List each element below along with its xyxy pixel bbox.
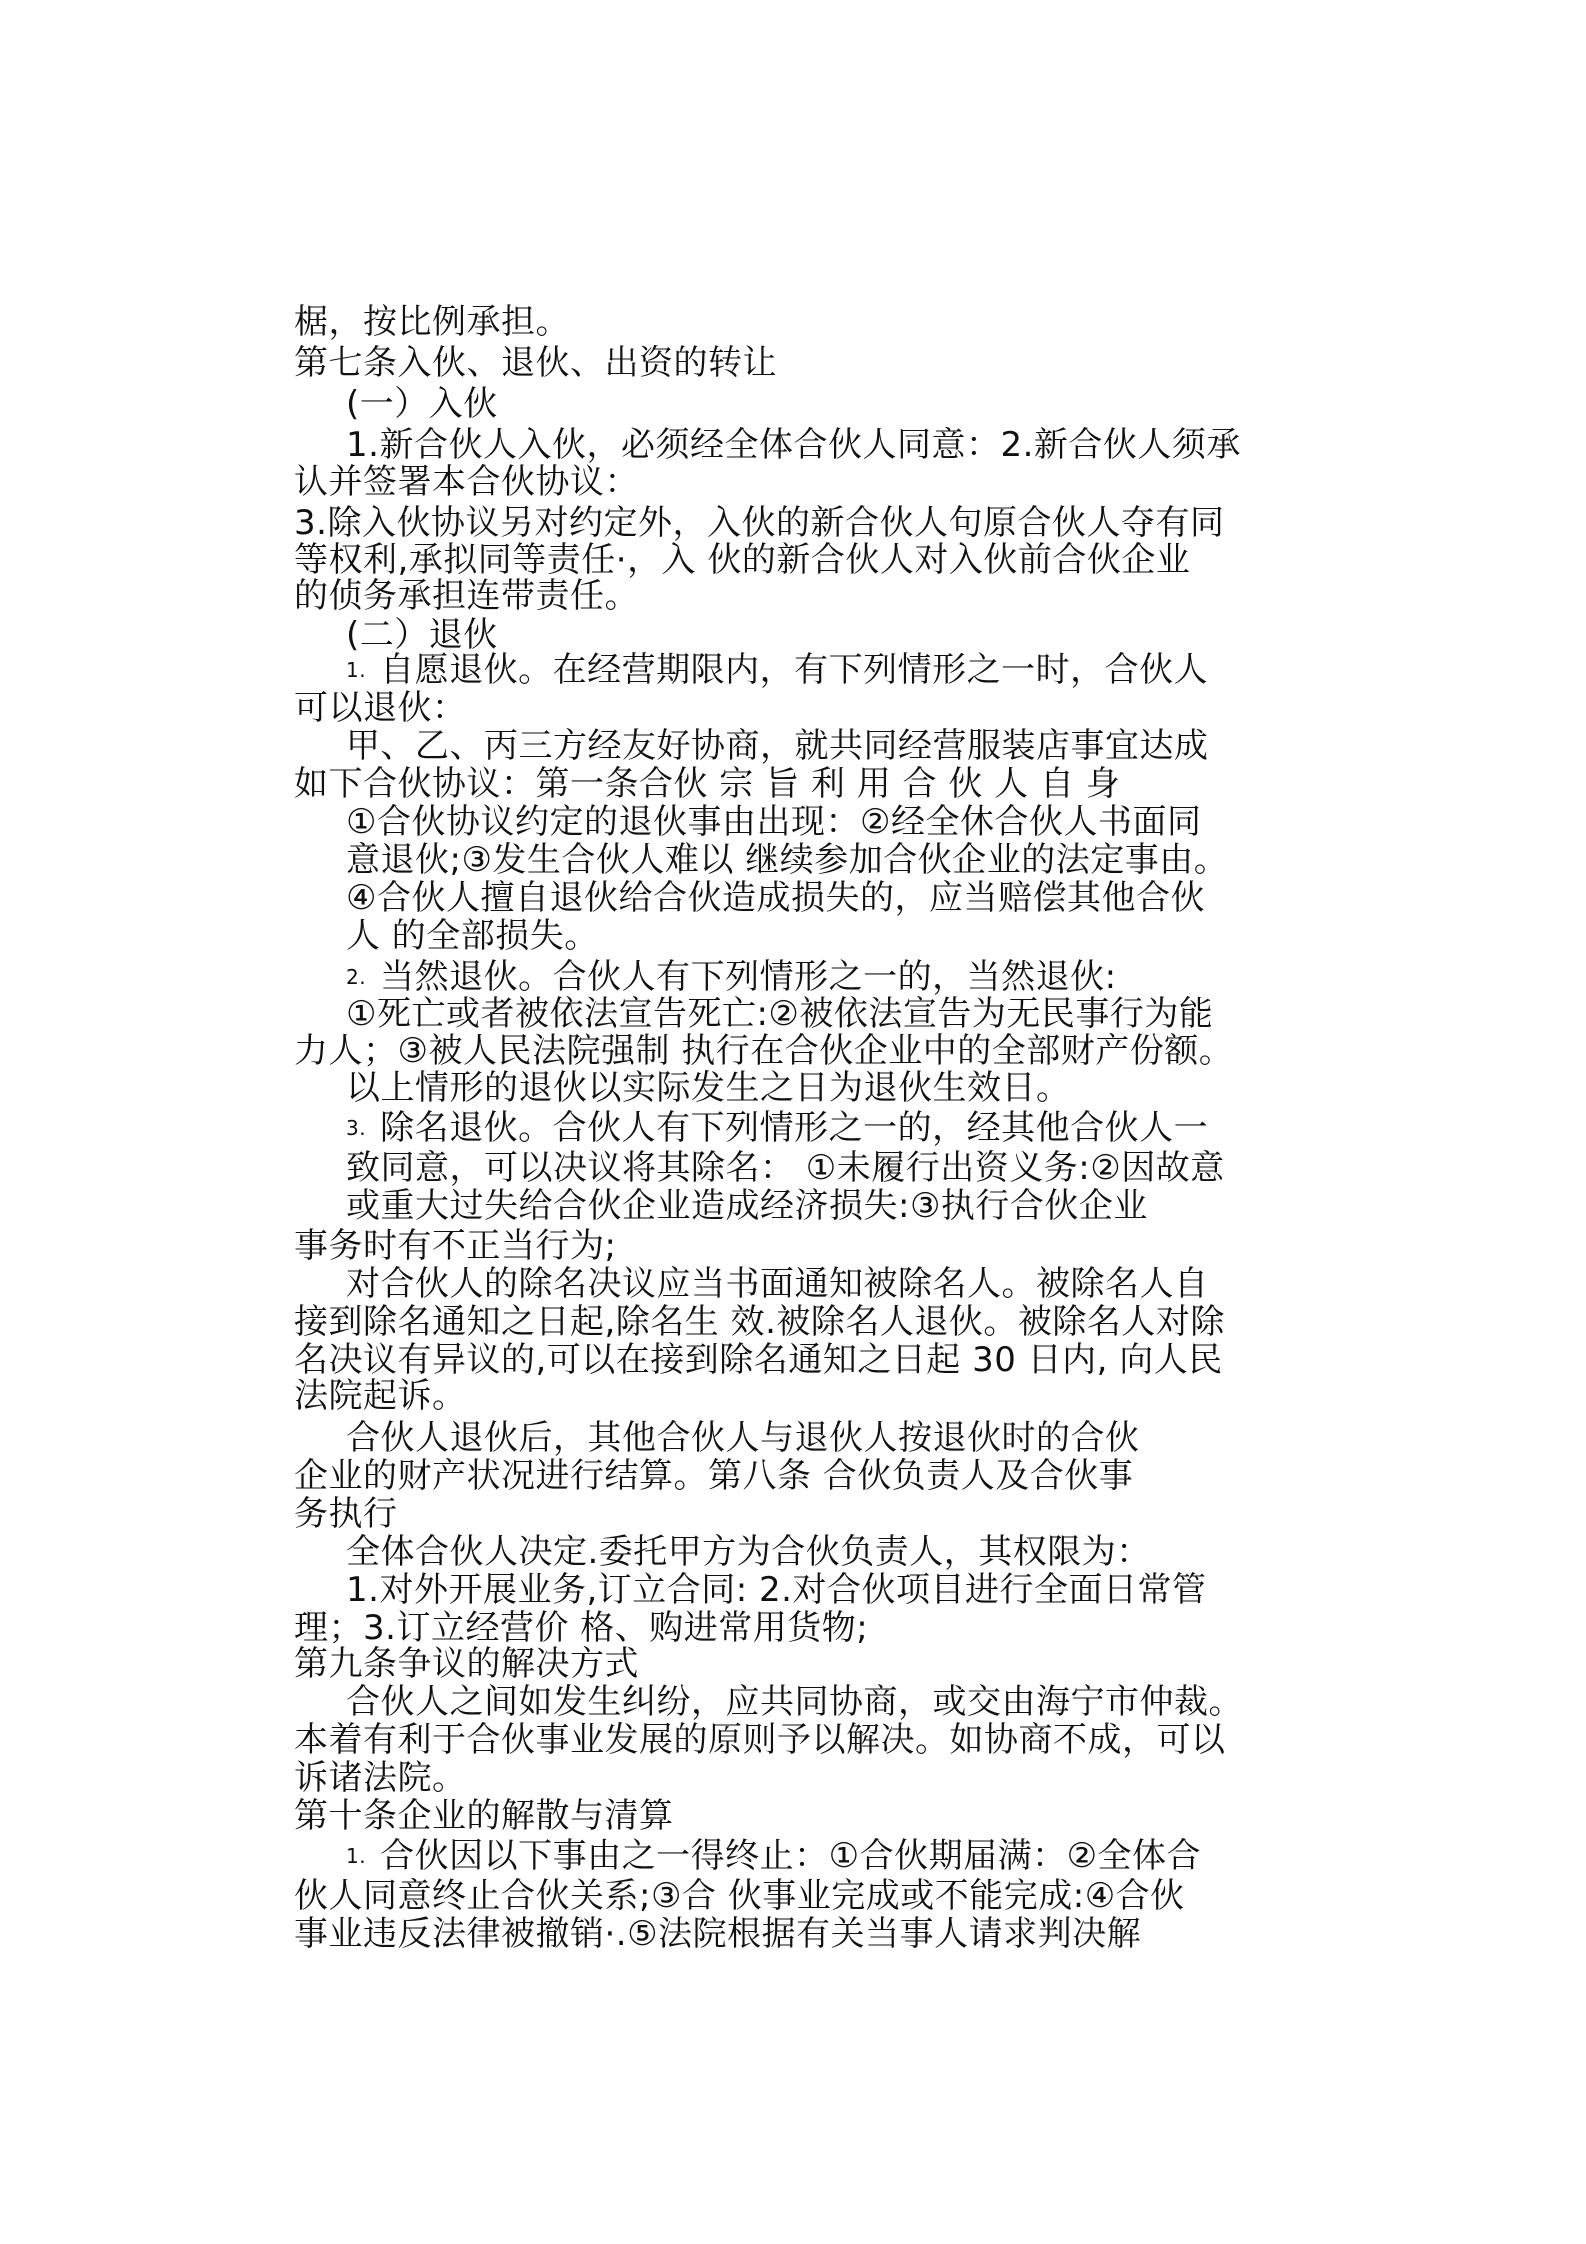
text-line: 意退伙;③发生合伙人难以 继续参加合伙企业的法定事由。 bbox=[346, 840, 1229, 880]
text-line: 1. 自愿退伙。在经营期限内，有下列情形之一时，合伙人 bbox=[346, 650, 1209, 690]
text-line: 2. 当然退伙。合伙人有下列情形之一的，当然退伙: bbox=[346, 957, 1117, 997]
text-line: 1.新合伙人入伙，必须经全体合伙人同意：2.新合伙人须承 bbox=[346, 425, 1241, 465]
text-line: 以上情形的退伙以实际发生之日为退伙生效日。 bbox=[346, 1068, 1071, 1108]
text-line: 致同意，可以决议将其除名： ①未履行出资义务:②因故意 bbox=[346, 1148, 1225, 1188]
text-line: 接到除名通知之日起,除名生 效.被除名人退伙。被除名人对除 bbox=[294, 1302, 1225, 1342]
item-number: 2. bbox=[346, 965, 367, 989]
item-number: 1. bbox=[346, 658, 367, 682]
text-line: 理；3.订立经营价 格、购进常用货物; bbox=[294, 1608, 869, 1648]
text-line: 企业的财产状况进行结算。第八条 合伙负责人及合伙事 bbox=[294, 1456, 1134, 1496]
text-line: 等权利,承拟同等责任·，入 伙的新合伙人对入伙前合伙企业 bbox=[294, 540, 1191, 580]
text-line: 合伙人退伙后，其他合伙人与退伙人按退伙时的合伙 bbox=[346, 1418, 1140, 1458]
text-line: 对合伙人的除名决议应当书面通知被除名人。被除名人自 bbox=[346, 1264, 1209, 1304]
text-line: ①死亡或者被依法宣告死亡:②被依法宣告为无民事行为能 bbox=[346, 994, 1214, 1034]
text-line: 甲、乙、丙三方经友好协商，就共同经营服装店事宜达成 bbox=[346, 726, 1209, 766]
item-number: 1. bbox=[346, 1844, 367, 1868]
text-line: 椐，按比例承担。 bbox=[294, 302, 570, 342]
text-line: 本着有利于合伙事业发展的原则予以解决。如协商不成，可以 bbox=[294, 1720, 1226, 1760]
text-line: 诉诸法院。 bbox=[294, 1758, 467, 1798]
text-line: ①合伙协议约定的退伙事由出现：②经全休合伙人书面同 bbox=[346, 802, 1202, 842]
text-line: 名决议有异议的,可以在接到除名通知之日起 30 日内, 向人民 bbox=[294, 1340, 1223, 1380]
text-line: 力人；③被人民法院强制 执行在合伙企业中的全部财产份额。 bbox=[294, 1031, 1234, 1071]
text-line: 事业违反法律被撤销·.⑤法院根据有关当事人请求判决解 bbox=[294, 1914, 1142, 1954]
text-line: 全体合伙人决定.委托甲方为合伙负责人，其权限为： bbox=[346, 1532, 1151, 1572]
text-line: 1. 合伙因以下事由之一得终止：①合伙期届满：②全体合 bbox=[346, 1836, 1202, 1876]
text-line: 认并签署本合伙协议： bbox=[294, 462, 639, 502]
section-heading: 第十条企业的解散与清算 bbox=[294, 1796, 674, 1836]
text-line: 伙人同意终止合伙关系;③合 伙事业完成或不能完成:④合伙 bbox=[294, 1876, 1185, 1916]
subsection-heading: (一）入伙 bbox=[346, 384, 498, 424]
text-line: 可以退伙： bbox=[294, 688, 467, 728]
text-line: 3. 除名退伙。合伙人有下列情形之一的，经其他合伙人一 bbox=[346, 1108, 1209, 1148]
section-heading: 第七条入伙、退伙、出资的转让 bbox=[294, 343, 777, 383]
text-line: 人 的全部损失。 bbox=[346, 916, 599, 956]
text-line: 法院起诉。 bbox=[294, 1376, 467, 1416]
text-line: 事务时有不正当行为; bbox=[294, 1226, 617, 1266]
text-line: ④合伙人擅自退伙给合伙造成损失的，应当赔偿其他合伙 bbox=[346, 878, 1205, 918]
text-line: 务执行 bbox=[294, 1494, 398, 1534]
item-number: 3. bbox=[346, 1116, 367, 1140]
subsection-heading: (二）退伙 bbox=[346, 615, 498, 655]
text-line: 或重大过失给合伙企业造成经济损失:③执行合伙企业 bbox=[346, 1186, 1148, 1226]
text-line: 合伙人之间如发生纠纷，应共同协商，或交由海宁市仲裁。 bbox=[346, 1682, 1243, 1722]
text-line: 3.除入伙协议另对约定外，入伙的新合伙人句原合伙人夺有同 bbox=[294, 503, 1225, 543]
section-heading: 第九条争议的解决方式 bbox=[294, 1644, 639, 1684]
text-line: 的侦务承担连带责任。 bbox=[294, 576, 639, 616]
text-line: 1.对外开展业务,订立合同: 2.对合伙项目进行全面日常管 bbox=[346, 1570, 1207, 1610]
text-line: 如下合伙协议：第一条合伙 宗 旨 利 用 合 伙 人 自 身 bbox=[294, 764, 1121, 804]
